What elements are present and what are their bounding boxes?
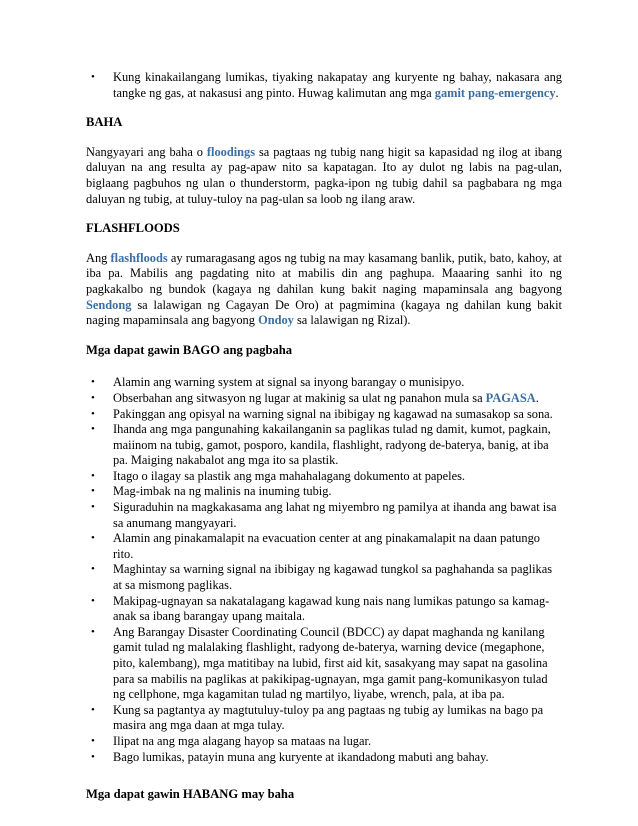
list-item — [86, 500, 562, 531]
bullet-icon: • — [91, 469, 95, 482]
bullet-icon: • — [91, 485, 95, 498]
bullet-icon: • — [91, 625, 95, 638]
list-item-text: Makipag-ugnayan sa nakatalagang kagawad kung nais nang lumikas patungo sa kamag-anak sa ibang barangay upang maitala. — [113, 593, 550, 624]
top-bullet-list — [86, 70, 562, 101]
keyword-ondoy[interactable]: Ondoy — [258, 313, 294, 328]
heading-baha: BAHA — [86, 115, 123, 130]
list-item — [86, 734, 562, 750]
list-item — [86, 484, 562, 500]
document-page — [86, 70, 562, 803]
bullet-icon: • — [91, 423, 95, 436]
paragraph-text: ay rumaragasang agos ng tubig na may kasamang banlik, putik, bato, kahoy, at iba pa. Mabilis ang pagdating nito at mabilis din ang paghupa. Maaaring sanhi ito ng pagkakalbo ng bundok (kagaya ng dahilan kung bakit naging mapaminsala ang bagyong — [86, 250, 563, 296]
paragraph-flashfloods — [86, 251, 562, 329]
list-item-text: Pakinggan ang opisyal na warning signal na ibibigay ng kagawad na sumasakop sa sona. — [113, 406, 553, 421]
list-item — [86, 750, 562, 766]
bago-bullet-list — [86, 375, 562, 765]
list-item-text: Mag-imbak na ng malinis na inuming tubig. — [113, 484, 332, 499]
list-item — [86, 531, 562, 562]
list-item-text: Kung sa pagtantya ay magtutuluy-tuloy pa ang pagtaas ng tubig ay lumikas na bago pa masira ang mga daan at mga tulay. — [113, 702, 544, 733]
list-item — [86, 625, 562, 703]
paragraph-text: sa lalawigan ng Rizal). — [293, 313, 411, 328]
keyword-sendong[interactable]: Sendong — [86, 297, 132, 312]
list-item-text: Alamin ang warning system at signal sa inyong barangay o munisipyo. — [113, 375, 465, 390]
list-item — [86, 469, 562, 485]
list-item — [86, 594, 562, 625]
list-item — [86, 407, 562, 423]
bullet-icon: • — [91, 391, 95, 404]
list-item — [86, 422, 562, 469]
paragraph-text: sa lalawigan ng Cagayan De Oro) at pagmimina (kagaya ng dahilan kung bakit naging mapaminsala ang bagyong — [86, 297, 562, 328]
heading-bago: Mga dapat gawin BAGO ang pagbaha — [86, 342, 293, 357]
list-item — [86, 703, 562, 734]
list-item-text: Ihanda ang mga pangunahing kakailanganin sa paglikas tulad ng damit, kumot, pagkain, maiinom na tubig, gamot, posporo, kandila, flashlight, radyong de-baterya, banig, at iba pa. Maiging nakabalot ang mga ito sa plastik. — [113, 422, 551, 468]
list-item — [86, 391, 562, 407]
list-item-text: Bago lumikas, patayin muna ang kuryente at ikandadong mabuti ang bahay. — [113, 749, 489, 764]
heading-flashfloods: FLASHFLOODS — [86, 221, 180, 236]
bullet-icon: • — [91, 407, 95, 420]
list-item-text: Itago o ilagay sa plastik ang mga mahahalagang dokumento at papeles. — [113, 468, 465, 483]
bullet-icon: • — [91, 501, 95, 514]
list-item-text: Kung kinakailangang lumikas, tiyaking nakapatay ang kuryente ng bahay, nakasara ang tangke ng gas, at nakasusi ang pinto. Huwag kalimutan ang mga — [113, 70, 562, 100]
list-item — [86, 562, 562, 593]
keyword-flashfloods[interactable]: flashfloods — [110, 250, 168, 265]
list-item-text: Maghintay sa warning signal na ibibigay ng kagawad tungkol sa paghahanda sa paglikas at sa mismong paglikas. — [113, 562, 553, 593]
list-item-text: Siguraduhin na magkakasama ang lahat ng miyembro ng pamilya at ihanda ang bawat isa sa anumang mangyayari. — [113, 500, 557, 530]
list-item-text-end: . — [535, 390, 539, 405]
list-item — [86, 70, 562, 101]
bullet-icon: • — [91, 594, 95, 607]
bullet-icon: • — [91, 750, 95, 763]
bullet-icon: • — [91, 532, 95, 545]
keyword-pagasa[interactable]: PAGASA — [485, 390, 536, 405]
keyword-gamit-pang-emergency[interactable]: gamit pang-emergency — [434, 85, 556, 100]
bullet-icon: • — [91, 563, 95, 576]
paragraph-baha — [86, 145, 562, 207]
bullet-icon: • — [91, 71, 95, 83]
paragraph-text: Ang — [86, 250, 111, 265]
list-item — [86, 375, 562, 391]
paragraph-text: Nangyayari ang baha o — [86, 144, 207, 159]
bullet-icon: • — [91, 734, 95, 747]
keyword-floodings[interactable]: floodings — [206, 144, 256, 159]
list-item-text: Alamin ang pinakamalapit na evacuation center at ang pinakamalapit na daan patungo rito. — [113, 531, 540, 561]
list-item-text-end: . — [555, 85, 559, 100]
heading-habang: Mga dapat gawin HABANG may baha — [86, 787, 295, 802]
paragraph-text: sa pagtaas ng tubig nang higit sa kapasidad ng ilog at ibang daluyan na ang resulta ay pag-apaw nito sa kapatagan. Ito ay dulot ng labis na pag-ulan, biglaang pagbuhos ng ulan o thunderstorm, pagka-ipon ng tubig dahil sa pagbabara ng mga daluyan ng tubig, at tuluy-tuloy na pag-ulan sa loob ng ilang araw. — [86, 144, 562, 206]
list-item-text: Ang Barangay Disaster Coordinating Council (BDCC) ay dapat maghanda ng kanilang gamit tulad ng malalaking flashlight, radyong de-baterya, warning device (megaphone, pito, kalembang), mga matitibay na lubid, first aid kit, sasakyang may sapat na gasolina para sa mabilis na paglikas at pakikipag-ugnayan, mga gamit pang-komunikasyon tulad ng cellphone, mga kagamitan tulad ng martilyo, liyabe, wrench, pala, at iba pa. — [113, 624, 548, 702]
list-item-text: Obserbahan ang sitwasyon ng lugar at makinig sa ulat ng panahon mula sa — [113, 390, 486, 405]
bullet-icon: • — [91, 376, 95, 389]
list-item-text: Ilipat na ang mga alagang hayop sa mataas na lugar. — [113, 733, 372, 748]
bullet-icon: • — [91, 703, 95, 716]
